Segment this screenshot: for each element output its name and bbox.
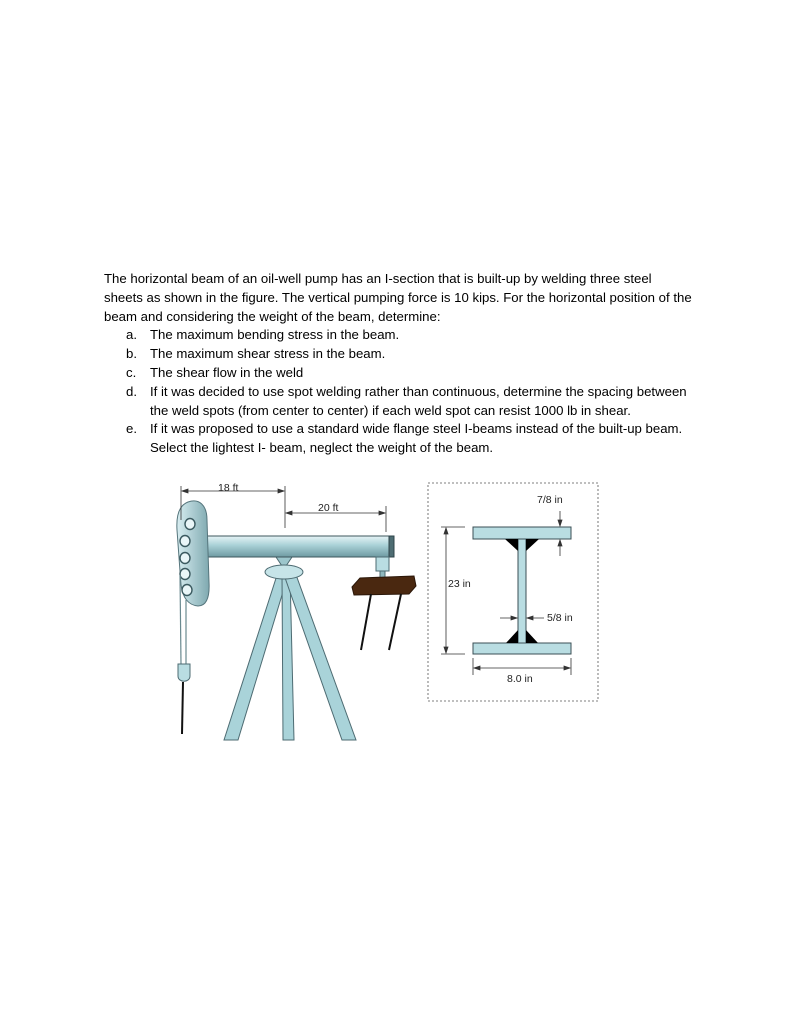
question-text: If it was decided to use spot welding rather than continuous, determine the spacing between the weld spots (from center to center) if each weld spot can resist 1000 lb in shear.: [150, 383, 687, 418]
question-text: The maximum shear stress in the beam.: [150, 346, 386, 362]
walking-beam-end: [389, 536, 394, 557]
weld-top-left: [505, 539, 518, 551]
problem-intro: The horizontal beam of an oil-well pump has an I-section that is built-up by welding three steel sheets as shown in the figure. The vertical pumping force is 10 kips. For the horizontal position of the beam and considering the weight of the beam, determine:: [104, 271, 692, 324]
question-marker: b.: [126, 346, 137, 362]
pump-leg-right: [283, 572, 356, 740]
i-section-detail: [428, 483, 598, 701]
dimension-label-18ft: 18 ft: [218, 482, 239, 494]
dimension-depth: [441, 527, 465, 654]
question-text: The maximum bending stress in the beam.: [150, 327, 400, 343]
dimension-label-20ft: 20 ft: [318, 502, 339, 514]
bottom-flange: [473, 643, 571, 654]
hole-icon: [182, 585, 192, 596]
question-marker: e.: [126, 421, 137, 437]
hole-icon: [180, 553, 190, 564]
crank-arm: [361, 594, 371, 650]
bridle-line: [180, 575, 181, 664]
label-depth: 23 in: [448, 578, 471, 590]
hole-icon: [180, 569, 190, 580]
web: [518, 539, 526, 643]
question-marker: c.: [126, 364, 137, 380]
counterweight: [352, 576, 416, 595]
label-flange-width: 8.0 in: [507, 673, 533, 685]
hole-icon: [180, 536, 190, 547]
question-marker: a.: [126, 327, 137, 343]
pivot-plate: [265, 565, 303, 579]
polished-rod: [182, 682, 183, 734]
weld-bottom-right: [526, 630, 538, 643]
walking-beam: [200, 536, 392, 557]
carrier-bar: [178, 664, 190, 681]
crank-arm: [389, 594, 401, 650]
label-flange-thickness: 7/8 in: [537, 494, 563, 506]
top-flange: [473, 527, 571, 539]
pump-jack-drawing: [177, 482, 416, 740]
weld-top-right: [526, 539, 539, 551]
pump-leg-left: [224, 572, 289, 740]
label-web-thickness: 5/8 in: [547, 612, 573, 624]
crank-link: [376, 557, 389, 571]
hole-icon: [185, 519, 195, 530]
weld-bottom-left: [506, 630, 518, 643]
question-marker: d.: [126, 383, 137, 399]
question-text: If it was proposed to use a standard wide flange steel I-beams instead of the built-up beam. Select the lightest I- beam, neglect the weight of the beam.: [150, 421, 683, 456]
question-text: The shear flow in the weld: [150, 364, 304, 380]
